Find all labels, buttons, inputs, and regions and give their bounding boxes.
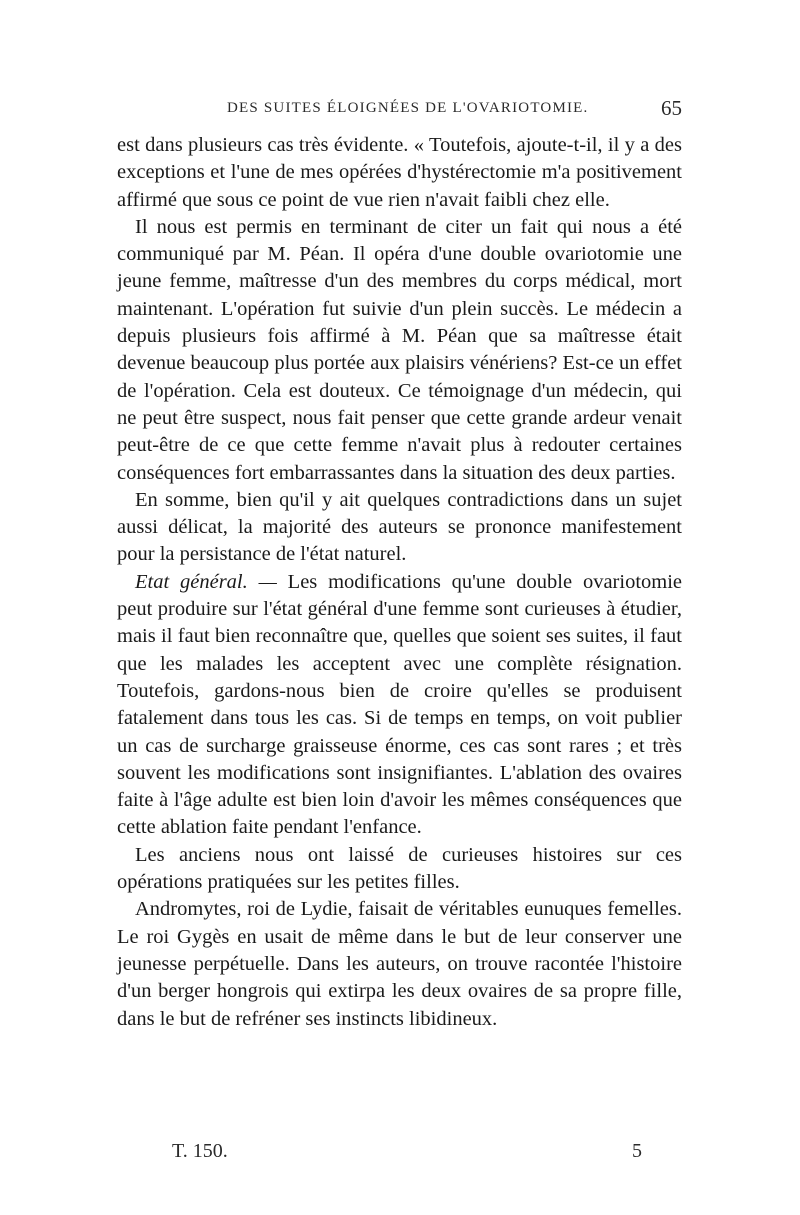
running-title: DES SUITES ÉLOIGNÉES DE L'OVARIOTOMIE. (227, 100, 589, 116)
running-head (117, 96, 682, 124)
paragraph-andromytes: Andromytes, roi de Lydie, faisait de véritables eunuques femelles. Le roi Gygès en usait de même dans le but de leur conserver une jeunesse perpétuelle. Dans les auteurs, on trouve racontée l'histoire d'un berger hongrois qui extirpa les deux ovaires de sa propre fille, dans le but de refréner ses instincts libidineux. (117, 898, 682, 1030)
printer-signature: T. 150. (172, 1140, 228, 1162)
paragraph-anciens: Les anciens nous ont laissé de curieuses histoires sur ces opérations pratiquées sur les petites filles. (117, 843, 682, 894)
paragraph-continuation: est dans plusieurs cas très évidente. « Toutefois, ajoute-t-il, il y a des exceptions et l'une de mes opérées d'hystérectomie m'a positivement affirmé que sous ce point de vue rien n'avait faibli chez elle. (117, 134, 682, 211)
paragraph-pean-case: Il nous est permis en terminant de citer un fait qui nous a été communiqué par M. Péan. Il opéra d'une double ovariotomie une jeune femme, maîtresse d'un des membres du corps médical, mort maintenant. L'opération fut suivie d'un plein succès. Le médecin a depuis plusieurs fois affirmé à M. Péan que sa maîtresse était devenue beaucoup plus portée aux plaisirs vénériens? Est-ce un effet de l'opération. Cela est douteux. Ce témoignage d'un médecin, qui ne peut être suspect, nous fait penser que cette grande ardeur venait peut-être de ce que cette femme n'avait plus à redouter certaines conséquences fort embarrassantes dans la situation des deux parties. (117, 215, 682, 484)
page-number: 65 (661, 96, 682, 120)
paragraph-summary: En somme, bien qu'il y ait quelques contradictions dans un sujet aussi délicat, la majorité des auteurs se prononce manifestement pour la persistance de l'état naturel. (117, 488, 682, 566)
body-text (117, 132, 682, 1033)
section-heading: Etat général. — (135, 570, 277, 593)
sheet-number: 5 (632, 1140, 642, 1162)
paragraph-etat-general-text: Les modifications qu'une double ovariotomie peut produire sur l'état général d'une femme sont curieuses à étudier, mais il faut bien reconnaître que, quelles que soient ses suites, il faut que les malades les acceptent avec une complète résignation. Toutefois, gardons-nous bien de croire qu'elles se produisent fatalement dans tous les cas. Si de temps en temps, on voit publier un cas de surcharge graisseuse énorme, ces cas sont rares ; et très souvent les modifications sont insignifiantes. L'ablation des ovaires faite à l'âge adulte est bien loin d'avoir les mêmes conséquences que cette ablation faite pendant l'enfance. (117, 570, 683, 839)
paragraph-etat-general (117, 569, 682, 842)
page-footer (117, 1140, 682, 1166)
